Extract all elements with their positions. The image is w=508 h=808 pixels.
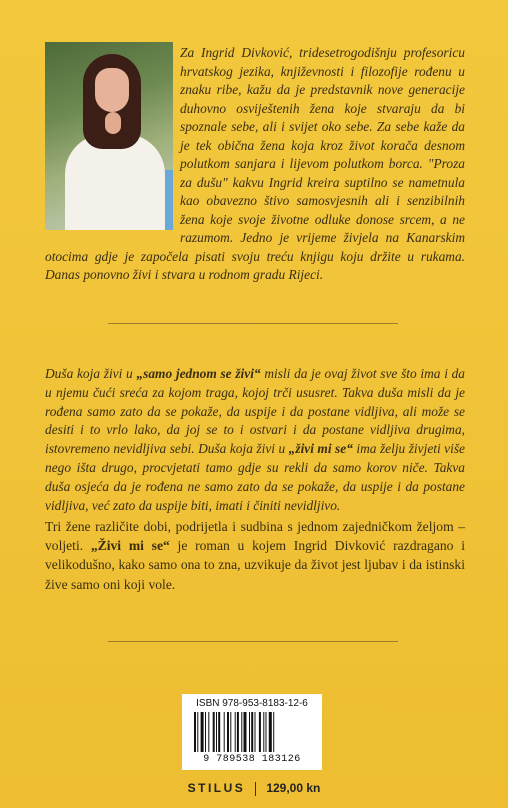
story-text-3: ima želju živjeti više nego išta drugo, procvjetati tamo gdje su rekli da samo korov niče. Takva duša osjeća da je rođena ne samo zato da se pokaže, da uspije i da postane vidljiva, već zato da uspije biti, imati i činiti nevidljivo. [45,441,465,513]
barcode-label [182,694,322,770]
publisher-name: STILUS [187,781,246,795]
author-bio [45,44,465,285]
story-emphasis-1: „samo jednom se živi“ [136,366,261,381]
story-text-2: misli da je ovaj život sve što ima i da u njemu čući sreća za kojom traga, kojoj trči ususret. Takva duša misli da je rođena samo zato da se pokaže, da uspije i da postane vidljiva, ali može se desiti i to vrlo lako, da joj se to i ostvari i da postane vidljiva drugima, istovremeno nevidljiva sebi. Duša koja živi u [45,366,466,457]
summary-text-2: je roman u kojem Ingrid Divković razdragano i velikodušno, kako samo ona to zna, uzvikuje da život jest ljubav i da istinski žive samo oni koji vole. [45,538,465,592]
summary-text-1: Tri žene različite dobi, podrijetla i sudbina s jednom zajedničkom željom – voljeti. [45,519,465,554]
footer [0,781,508,796]
novel-summary [45,517,465,594]
story-text-1: Duša koja živi u [45,366,137,381]
footer-separator [255,782,256,796]
barcode-icon [192,712,312,752]
summary-title: „Živi mi se“ [90,538,170,554]
divider-top [108,323,398,324]
price: 129,00 kn [266,781,321,795]
story-emphasis-2: „živi mi se“ [288,441,353,457]
ean-number: 9 789538 183126 [203,754,301,765]
author-bio-text: Za Ingrid Divković, tridesetrogodišnju profesoricu hrvatskog jezika, književnosti i filozofije rođenu u znaku ribe, kažu da je predstavnik nove generacije duhovno osviještenih žena koje stvaraju da bi spoznale sebe, ali i svijet oko sebe. Za sebe kaže da je tek obična žena koja kroz život korača desnom polutkom sanjara i lijevom polutkom borca. "Proza za dušu" kakvu Ingrid kreira suptilno se nametnula kao obavezno štivo samosvjesnih ali i senzibilnih žena koje svoje životne odluke donose srcem, a ne razumom. Jedno je vrijeme živjela na Kanarskim otocima gdje je započela pisati svoju treću knjigu koju držite u rukama. Danas ponovno živi i stvara u rodnom gradu Rijeci. [45,45,465,282]
divider-bottom [108,641,398,642]
isbn-text: ISBN 978-953-8183-12-6 [196,698,308,709]
story-blurb [45,365,465,515]
